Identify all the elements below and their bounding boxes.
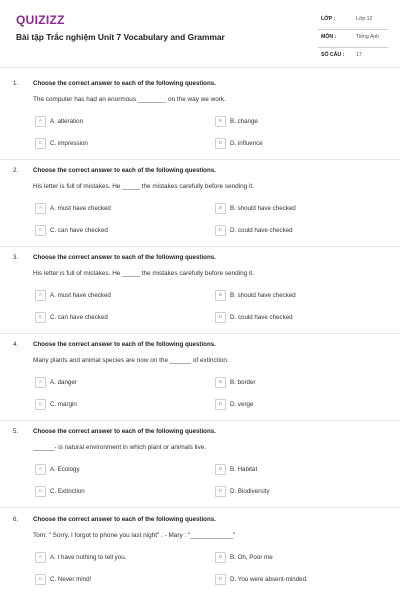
- question-text: Tom: " Sorry, I forgot to phone you last night" . - Mary : "____________": [33, 532, 236, 539]
- meta-row-subject: [318, 30, 388, 48]
- option-text: C. impression: [50, 139, 88, 147]
- option-letter-box: A: [35, 377, 46, 388]
- question-number: 4.: [13, 341, 19, 348]
- page-title: Bài tập Trắc nghiệm Unit 7 Vocabulary and Grammar: [16, 32, 225, 42]
- question-instruction: Choose the correct answer to each of the following questions.: [33, 428, 216, 435]
- option-text: A. must have checked: [50, 291, 111, 299]
- meta-value: Tiếng Anh: [356, 34, 380, 40]
- question-text: The computer has had an enormous ________ on the way we work.: [33, 96, 226, 103]
- question-divider: [0, 507, 400, 508]
- meta-label: LỚP :: [321, 16, 336, 22]
- option-letter-box: B: [215, 377, 226, 388]
- option-text: C. margin: [50, 400, 77, 408]
- option-text: A. alteration: [50, 117, 84, 125]
- option-letter-box: A: [35, 464, 46, 475]
- option-text: B. Oh, Poor me: [230, 553, 273, 561]
- meta-label: SỐ CÂU :: [321, 52, 345, 58]
- meta-table: [318, 12, 388, 65]
- option-letter-box: D: [215, 138, 226, 149]
- question-instruction: Choose the correct answer to each of the following questions.: [33, 167, 216, 174]
- option-text: B. Habitat: [230, 465, 258, 473]
- option-letter-box: A: [35, 290, 46, 301]
- option-text: C. Extinction: [50, 487, 85, 495]
- question-text: Many plants and animal species are now on the ______ of extinction.: [33, 357, 229, 364]
- option-text: C. can have checked: [50, 313, 108, 321]
- question-number: 1.: [13, 80, 19, 87]
- option-text: A. danger: [50, 378, 77, 386]
- question-6: [0, 516, 400, 603]
- option-letter-box: D: [215, 574, 226, 585]
- question-2: [0, 167, 400, 254]
- quizizz-logo: QUIZIZZ: [16, 13, 65, 27]
- option-letter-box: D: [215, 399, 226, 410]
- question-3: [0, 254, 400, 341]
- option-text: C. Never mind!: [50, 575, 92, 583]
- option-text: D. You were absent-minded.: [230, 575, 308, 583]
- question-instruction: Choose the correct answer to each of the following questions.: [33, 516, 216, 523]
- question-4: [0, 341, 400, 428]
- question-instruction: Choose the correct answer to each of the following questions.: [33, 80, 216, 87]
- question-divider: [0, 159, 400, 160]
- option-text: B. should have checked: [230, 291, 296, 299]
- option-text: D. verge: [230, 400, 254, 408]
- question-5: [0, 428, 400, 515]
- option-letter-box: B: [215, 116, 226, 127]
- question-text: ______- is natural environment in which plant or animals live.: [33, 444, 206, 451]
- question-divider: [0, 333, 400, 334]
- option-text: A. I have nothing to tell you.: [50, 553, 127, 561]
- question-text: His letter is full of mistakes. He _____ the mistakes carefully before sending it.: [33, 183, 254, 190]
- option-text: A. Ecology: [50, 465, 80, 473]
- header-divider: [0, 67, 400, 68]
- question-number: 5.: [13, 428, 19, 435]
- option-letter-box: A: [35, 552, 46, 563]
- question-number: 2.: [13, 167, 19, 174]
- option-text: D. could have checked: [230, 313, 293, 321]
- option-text: D. could have checked: [230, 226, 293, 234]
- option-text: D. Biodiversity: [230, 487, 270, 495]
- meta-row-class: [318, 12, 388, 30]
- question-number: 6.: [13, 516, 19, 523]
- option-letter-box: C: [35, 486, 46, 497]
- option-text: C. can have checked: [50, 226, 108, 234]
- option-letter-box: C: [35, 138, 46, 149]
- option-letter-box: C: [35, 225, 46, 236]
- option-letter-box: B: [215, 552, 226, 563]
- meta-row-count: [318, 48, 388, 65]
- option-text: B. should have checked: [230, 204, 296, 212]
- question-divider: [0, 420, 400, 421]
- question-1: [0, 80, 400, 167]
- option-letter-box: C: [35, 399, 46, 410]
- option-text: B. change: [230, 117, 258, 125]
- option-letter-box: C: [35, 574, 46, 585]
- question-instruction: Choose the correct answer to each of the following questions.: [33, 254, 216, 261]
- option-text: A. must have checked: [50, 204, 111, 212]
- option-letter-box: D: [215, 225, 226, 236]
- question-instruction: Choose the correct answer to each of the following questions.: [33, 341, 216, 348]
- option-letter-box: A: [35, 116, 46, 127]
- option-letter-box: B: [215, 290, 226, 301]
- option-text: B. border: [230, 378, 256, 386]
- meta-value: 17: [356, 52, 362, 58]
- question-text: His letter is full of mistakes. He _____ the mistakes carefully before sending it.: [33, 270, 254, 277]
- meta-label: MÔN :: [321, 34, 337, 40]
- option-text: D. influence: [230, 139, 263, 147]
- option-letter-box: B: [215, 464, 226, 475]
- option-letter-box: D: [215, 486, 226, 497]
- meta-value: Lớp 12: [356, 16, 373, 22]
- option-letter-box: D: [215, 312, 226, 323]
- question-number: 3.: [13, 254, 19, 261]
- question-divider: [0, 246, 400, 247]
- option-letter-box: C: [35, 312, 46, 323]
- option-letter-box: B: [215, 203, 226, 214]
- option-letter-box: A: [35, 203, 46, 214]
